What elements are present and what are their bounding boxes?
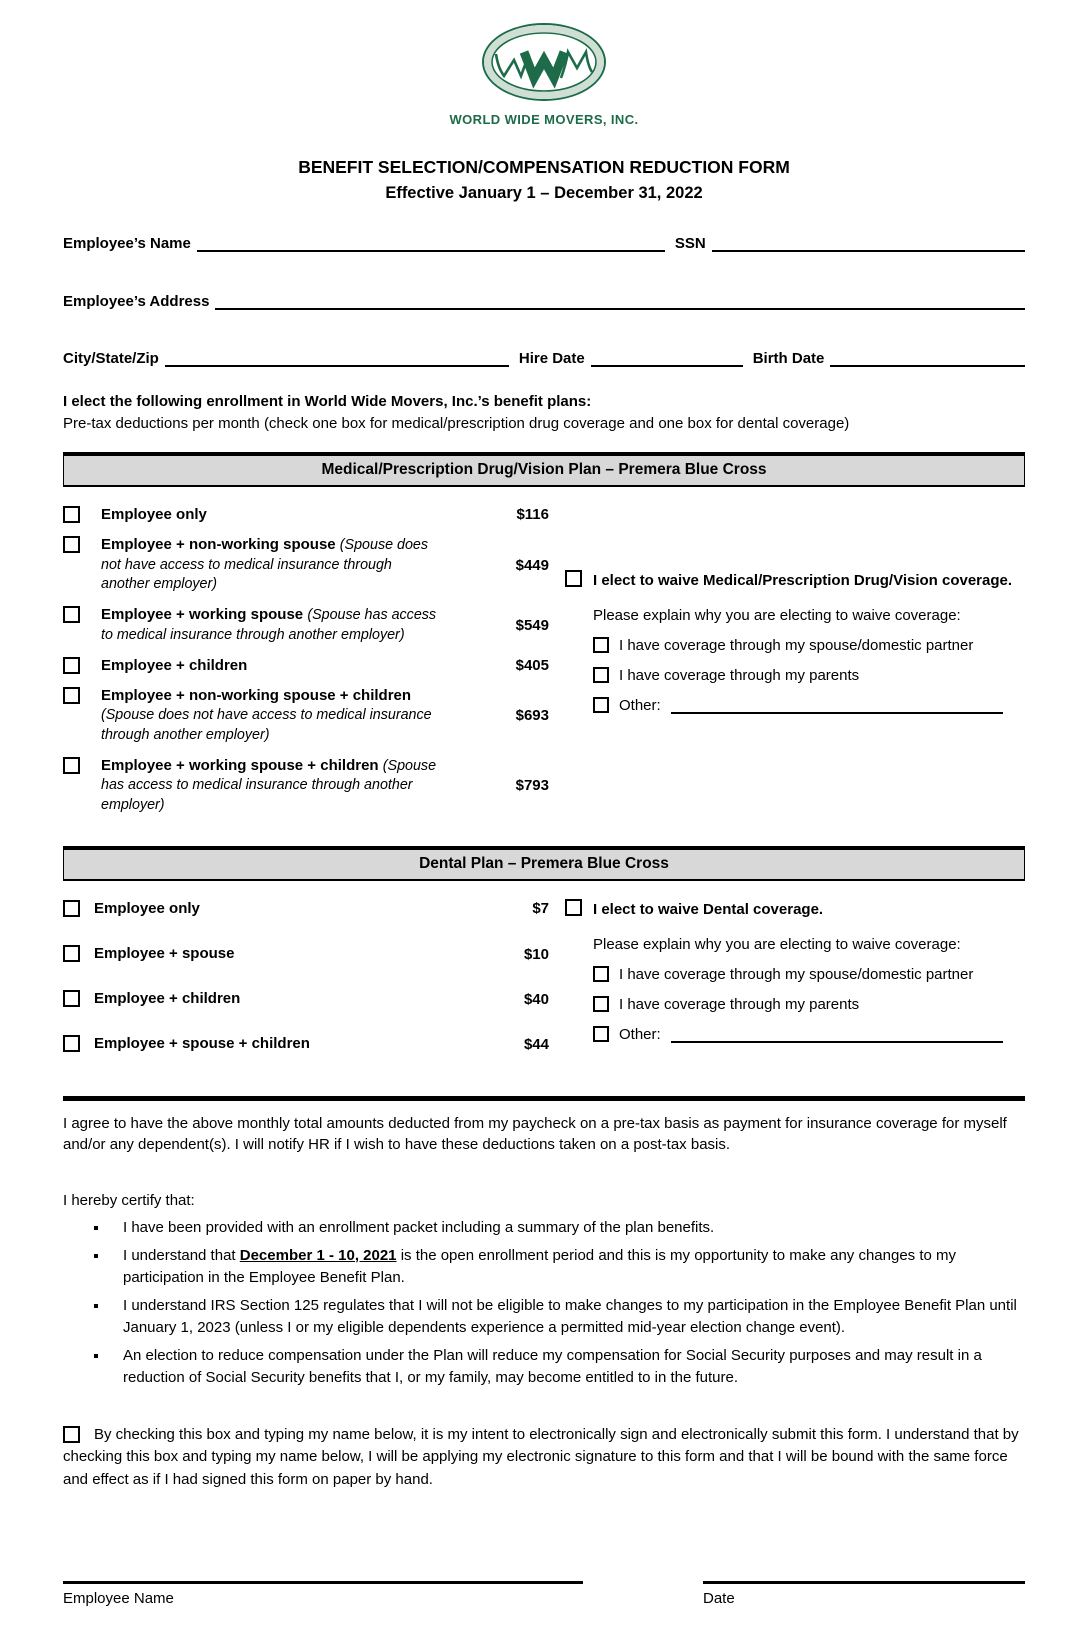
medical-options bbox=[63, 505, 563, 826]
city-state-zip-label: City/State/Zip bbox=[63, 349, 159, 367]
option-note: (Spouse has access to medical insurance through another employer) bbox=[101, 607, 437, 643]
medical-option-row bbox=[63, 535, 563, 595]
option-price: $116 bbox=[516, 506, 549, 524]
dental-option-row bbox=[63, 899, 563, 919]
dental-reason-spouse-checkbox[interactable] bbox=[593, 966, 609, 982]
option-price: $449 bbox=[515, 556, 549, 574]
employee-address-label: Employee’s Address bbox=[63, 292, 210, 310]
name-ssn-row bbox=[63, 235, 1025, 252]
certify-bullet: ▪ I understand that December 1 - 10, 2021 is the open enrollment period and this is my opportunity to make any changes to my participation in the Employee Benefit Plan. bbox=[109, 1245, 1025, 1290]
agreement-paragraph: I agree to have the above monthly total amounts deducted from my paycheck on a pre-tax basis as payment for insurance coverage for myself and/or any dependent(s). I will notify HR if I wish to have these deductions taken on a post-tax basis. bbox=[63, 1114, 1007, 1154]
medical-reason-parents-label: I have coverage through my parents bbox=[619, 666, 860, 684]
certify-bullet: ▪ I understand IRS Section 125 regulates that I will not be eligible to make changes to my participation in the Employee Benefit Plan until January 1, 2023 (unless I or my eligible dependents experience a permitted mid-year election change event). bbox=[109, 1295, 1025, 1340]
wwm-logo-icon bbox=[458, 22, 630, 106]
medical-other-field[interactable] bbox=[671, 697, 1003, 714]
medical-reason-spouse-checkbox[interactable] bbox=[593, 637, 609, 653]
dental-option-row bbox=[63, 944, 563, 964]
option-price: $10 bbox=[523, 945, 549, 963]
certify-bullet: ▪ An election to reduce compensation under the Plan will reduce my compensation for Social Security purposes and may result in a reduction of Social Security benefits that I, or my family, may become entitled to in the future. bbox=[109, 1345, 1025, 1390]
option-note: (Spouse does not have access to medical insurance through another employer) bbox=[101, 537, 429, 593]
option-note: (Spouse has access to medical insurance through another employer) bbox=[101, 757, 437, 813]
option-label: Employee + spouse bbox=[94, 944, 235, 962]
pretax-note: Pre-tax deductions per month (check one box for medical/prescription drug coverage and one box for dental coverage) bbox=[63, 414, 850, 432]
option-price: $693 bbox=[515, 707, 549, 725]
dental-option-checkbox-spouse-children[interactable] bbox=[63, 1035, 80, 1052]
medical-option-row bbox=[63, 686, 563, 746]
medical-option-checkbox-working-spouse[interactable] bbox=[63, 606, 80, 623]
ssn-label: SSN bbox=[674, 235, 706, 253]
medical-option-checkbox-children[interactable] bbox=[63, 657, 80, 674]
city-state-zip-field[interactable] bbox=[165, 350, 509, 367]
dental-option-checkbox-employee-only[interactable] bbox=[63, 900, 80, 917]
signature-row bbox=[63, 1569, 1025, 1607]
page-title: BENEFIT SELECTION/COMPENSATION REDUCTION FORM bbox=[298, 157, 790, 177]
medical-option-checkbox-employee-only[interactable] bbox=[63, 506, 80, 523]
page-subtitle: Effective January 1 – December 31, 2022 bbox=[385, 184, 703, 202]
company-name: WORLD WIDE MOVERS, INC. bbox=[449, 112, 639, 127]
medical-section-body bbox=[63, 505, 1025, 826]
medical-reason-other-checkbox[interactable] bbox=[593, 697, 609, 713]
signature-date-field[interactable] bbox=[703, 1569, 1025, 1584]
election-intro: I elect the following enrollment in World Wide Movers, Inc.’s benefit plans: bbox=[63, 392, 592, 410]
option-label: Employee + working spouse bbox=[101, 606, 304, 624]
medical-waive-title: I elect to waive Medical/Prescription Drug/Vision coverage. bbox=[593, 571, 1013, 589]
dental-waive-block bbox=[563, 899, 1025, 1080]
esign-text: By checking this box and typing my name below, it is my intent to electronically sign and electronically submit this form. I understand that by checking this box and typing my name below, I will be applying my electronic signature to this form and that I will be bound with the same force and effect as if I had signed this form on paper by hand. bbox=[63, 1425, 1019, 1488]
option-label: Employee only bbox=[94, 899, 200, 917]
medical-option-checkbox-nonworking-spouse-children[interactable] bbox=[63, 687, 80, 704]
medical-option-row bbox=[63, 605, 563, 645]
option-label: Employee + working spouse + children bbox=[101, 756, 379, 774]
esign-checkbox[interactable] bbox=[63, 1426, 80, 1443]
employee-name-label: Employee’s Name bbox=[63, 235, 191, 253]
dental-other-field[interactable] bbox=[671, 1026, 1003, 1043]
enrollment-period-dates: December 1 - 10, 2021 bbox=[239, 1246, 397, 1264]
option-price: $549 bbox=[515, 616, 549, 634]
dental-options bbox=[63, 899, 563, 1080]
medical-option-row bbox=[63, 756, 563, 816]
signature-name-field[interactable] bbox=[63, 1569, 583, 1584]
option-label: Employee + non-working spouse + children bbox=[101, 686, 412, 704]
medical-waive-block bbox=[563, 570, 1025, 826]
ssn-field[interactable] bbox=[712, 235, 1025, 252]
dental-reason-other-checkbox[interactable] bbox=[593, 1026, 609, 1042]
dental-section-body bbox=[63, 899, 1025, 1080]
medical-section-header: Medical/Prescription Drug/Vision Plan – Premera Blue Cross bbox=[63, 452, 1025, 487]
option-label: Employee + children bbox=[101, 656, 248, 674]
medical-reason-spouse-label: I have coverage through my spouse/domestic partner bbox=[619, 636, 974, 654]
dental-option-checkbox-children[interactable] bbox=[63, 990, 80, 1007]
certify-intro: I hereby certify that: bbox=[63, 1192, 195, 1210]
dental-section-header: Dental Plan – Premera Blue Cross bbox=[63, 846, 1025, 881]
esign-consent bbox=[63, 1424, 1025, 1492]
address-row bbox=[63, 292, 1025, 309]
hire-date-field[interactable] bbox=[591, 350, 743, 367]
dental-waive-checkbox[interactable] bbox=[565, 899, 582, 916]
employee-address-field[interactable] bbox=[215, 292, 1025, 309]
dental-reason-parents-checkbox[interactable] bbox=[593, 996, 609, 1012]
dental-reason-spouse-label: I have coverage through my spouse/domestic partner bbox=[619, 965, 974, 983]
dental-other-label: Other: bbox=[619, 1025, 661, 1043]
medical-waive-checkbox[interactable] bbox=[565, 570, 582, 587]
option-price: $40 bbox=[523, 990, 549, 1008]
section-divider bbox=[63, 1096, 1025, 1101]
medical-option-checkbox-nonworking-spouse[interactable] bbox=[63, 536, 80, 553]
signature-name-label: Employee Name bbox=[63, 1590, 174, 1608]
medical-option-row bbox=[63, 656, 563, 676]
option-price: $44 bbox=[523, 1036, 549, 1054]
certify-bullet: ▪ I have been provided with an enrollment packet including a summary of the plan benefits. bbox=[109, 1217, 1025, 1240]
dental-option-row bbox=[63, 989, 563, 1009]
option-label: Employee + children bbox=[94, 990, 241, 1008]
option-label: Employee + non-working spouse bbox=[101, 536, 336, 553]
option-price: $7 bbox=[532, 900, 549, 918]
medical-other-label: Other: bbox=[619, 697, 661, 714]
option-price: $793 bbox=[515, 777, 549, 795]
dental-reason-parents-label: I have coverage through my parents bbox=[619, 995, 860, 1013]
dental-option-checkbox-spouse[interactable] bbox=[63, 945, 80, 962]
birth-date-label: Birth Date bbox=[752, 349, 825, 367]
dental-waive-explain: Please explain why you are electing to waive coverage: bbox=[593, 935, 961, 953]
logo-block bbox=[63, 22, 1025, 127]
employee-name-field[interactable] bbox=[197, 235, 665, 252]
medical-option-row bbox=[63, 505, 563, 525]
birth-date-field[interactable] bbox=[830, 350, 1025, 367]
option-note: (Spouse does not have access to medical insurance through another employer) bbox=[101, 707, 432, 743]
dental-waive-title: I elect to waive Dental coverage. bbox=[593, 900, 824, 918]
certify-list bbox=[63, 1217, 1025, 1390]
dental-option-row bbox=[63, 1034, 563, 1054]
signature-date-label: Date bbox=[703, 1590, 735, 1608]
hire-date-label: Hire Date bbox=[518, 349, 585, 367]
city-dates-row bbox=[63, 350, 1025, 367]
option-label: Employee + spouse + children bbox=[94, 1035, 310, 1053]
option-label: Employee only bbox=[101, 505, 207, 523]
medical-reason-parents-checkbox[interactable] bbox=[593, 667, 609, 683]
medical-option-checkbox-working-spouse-children[interactable] bbox=[63, 757, 80, 774]
option-price: $405 bbox=[515, 657, 549, 675]
medical-waive-explain: Please explain why you are electing to waive coverage: bbox=[593, 606, 961, 624]
